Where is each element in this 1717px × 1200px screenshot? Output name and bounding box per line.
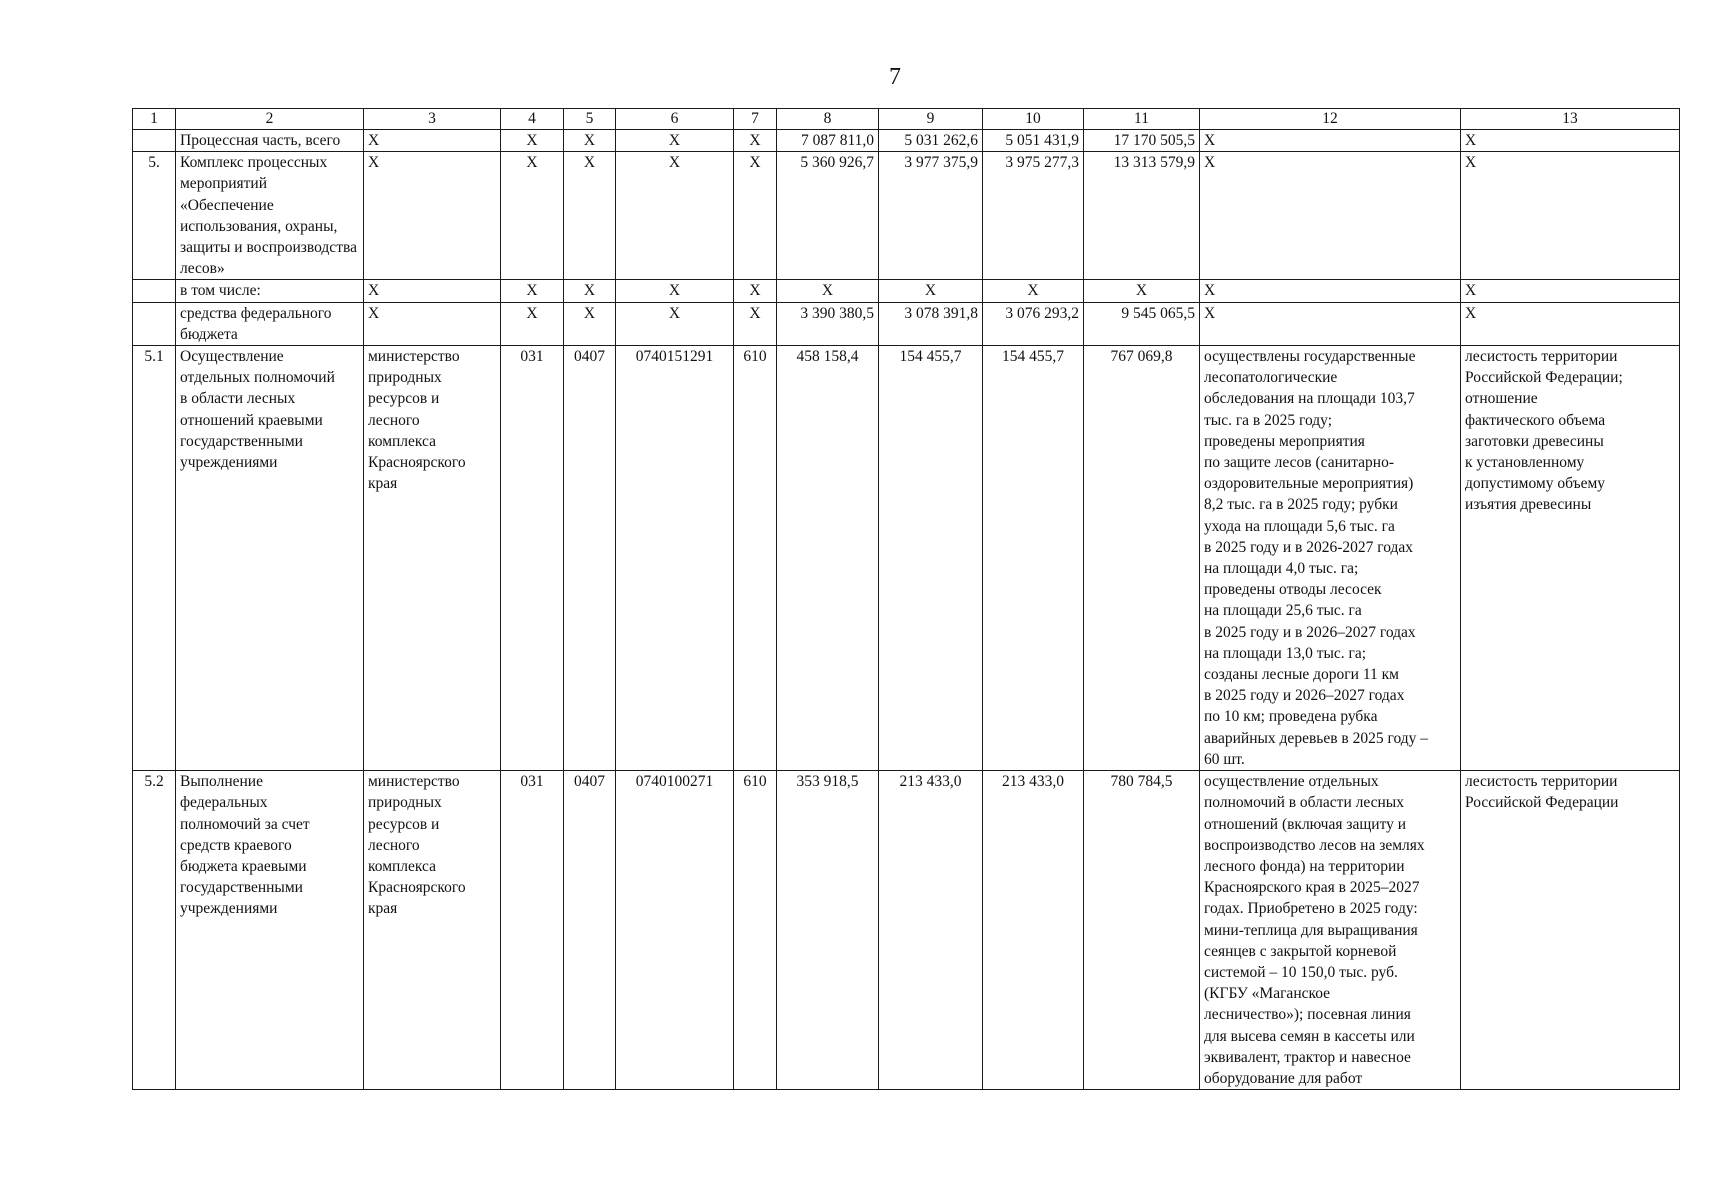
amount-total: 17 170 505,5 [1084,130,1200,152]
vr-code: X [734,130,777,152]
header-cell: 8 [777,109,879,130]
indicator: лесистость территории Российской Федерации; отношение фактического объема заготовки древесины к установленному допустимому объему изъятия древесины [1461,346,1680,771]
table-row [133,280,1680,302]
rzpr-code: X [564,130,616,152]
row-number [133,280,176,302]
csr-code: X [616,280,734,302]
amount-2026: 3 977 375,9 [879,152,983,280]
row-number: 5.2 [133,771,176,1090]
grbs-code: 031 [501,346,564,771]
indicator: X [1461,280,1680,302]
header-row [133,109,1680,130]
header-cell: 3 [364,109,501,130]
amount-2027: 5 051 431,9 [983,130,1084,152]
rzpr-code: X [564,280,616,302]
executor: X [364,130,501,152]
row-name: Осуществление отдельных полномочий в области лесных отношений краевыми государственными учреждениями [176,346,364,771]
rzpr-code: X [564,152,616,280]
row-name: Выполнение федеральных полномочий за счет средств краевого бюджета краевыми государственными учреждениями [176,771,364,1090]
header-cell: 12 [1200,109,1461,130]
csr-code: X [616,302,734,345]
row-number [133,302,176,345]
expected-result: осуществление отдельных полномочий в области лесных отношений (включая защиту и воспроизводство лесов на землях лесного фонда) на территории Красноярского края в 2025–2027 годах. Приобретено в 2025 году: мини-теплица для выращивания сеянцев с закрытой корневой системой – 10 150,0 тыс. руб. (КГБУ «Маганское лесничество»); посевная линия для высева семян в кассеты или эквивалент, трактор и навесное оборудование для работ [1200,771,1461,1090]
header-cell: 6 [616,109,734,130]
table-row [133,346,1680,771]
indicator: X [1461,130,1680,152]
amount-total: 767 069,8 [1084,346,1200,771]
vr-code: X [734,302,777,345]
executor: X [364,152,501,280]
amount-2025: X [777,280,879,302]
amount-2025: 7 087 811,0 [777,130,879,152]
expected-result: осуществлены государственные лесопатологические обследования на площади 103,7 тыс. га в 2025 году; проведены мероприятия по защите лесов (санитарно- оздоровительные мероприятия) 8,2 тыс. га в 2025 году; рубки ухода на площади 5,6 тыс. га в 2025 году и в 2026-2027 годах на площади 4,0 тыс. га; проведены отводы лесосек на площади 25,6 тыс. га в 2025 году и в 2026–2027 годах на площади 13,0 тыс. га; созданы лесные дороги 11 км в 2025 году и 2026–2027 годах по 10 км; проведена рубка аварийных деревьев в 2025 году – 60 шт. [1200,346,1461,771]
indicator: лесистость территории Российской Федерации [1461,771,1680,1090]
row-name: Процессная часть, всего [176,130,364,152]
vr-code: X [734,152,777,280]
table-row [133,771,1680,1090]
table-row [133,302,1680,345]
row-number: 5. [133,152,176,280]
amount-total: X [1084,280,1200,302]
header-cell: 13 [1461,109,1680,130]
amount-2025: 5 360 926,7 [777,152,879,280]
csr-code: 0740100271 [616,771,734,1090]
executor: X [364,302,501,345]
amount-2027: 3 076 293,2 [983,302,1084,345]
amount-2026: X [879,280,983,302]
amount-total: 780 784,5 [1084,771,1200,1090]
table-row [133,152,1680,280]
row-number: 5.1 [133,346,176,771]
table-row [133,130,1680,152]
csr-code: X [616,130,734,152]
header-cell: 1 [133,109,176,130]
row-name: средства федерального бюджета [176,302,364,345]
executor: X [364,280,501,302]
amount-total: 13 313 579,9 [1084,152,1200,280]
header-cell: 2 [176,109,364,130]
vr-code: 610 [734,346,777,771]
program-table [132,108,1680,1090]
amount-total: 9 545 065,5 [1084,302,1200,345]
page-number: 7 [889,64,901,90]
grbs-code: 031 [501,771,564,1090]
grbs-code: X [501,280,564,302]
row-number [133,130,176,152]
amount-2027: 3 975 277,3 [983,152,1084,280]
amount-2027: 213 433,0 [983,771,1084,1090]
header-cell: 11 [1084,109,1200,130]
executor: министерство природных ресурсов и лесного комплекса Красноярского края [364,771,501,1090]
amount-2026: 154 455,7 [879,346,983,771]
grbs-code: X [501,130,564,152]
header-cell: 10 [983,109,1084,130]
amount-2025: 3 390 380,5 [777,302,879,345]
executor: министерство природных ресурсов и лесного комплекса Красноярского края [364,346,501,771]
grbs-code: X [501,152,564,280]
row-name: Комплекс процессных мероприятий «Обеспечение использования, охраны, защиты и воспроизводства лесов» [176,152,364,280]
header-cell: 5 [564,109,616,130]
header-cell: 4 [501,109,564,130]
header-cell: 7 [734,109,777,130]
rzpr-code: X [564,302,616,345]
indicator: X [1461,152,1680,280]
amount-2025: 458 158,4 [777,346,879,771]
row-name: в том числе: [176,280,364,302]
amount-2026: 5 031 262,6 [879,130,983,152]
amount-2026: 213 433,0 [879,771,983,1090]
rzpr-code: 0407 [564,771,616,1090]
vr-code: 610 [734,771,777,1090]
amount-2027: 154 455,7 [983,346,1084,771]
amount-2026: 3 078 391,8 [879,302,983,345]
csr-code: 0740151291 [616,346,734,771]
rzpr-code: 0407 [564,346,616,771]
expected-result: X [1200,302,1461,345]
vr-code: X [734,280,777,302]
expected-result: X [1200,130,1461,152]
csr-code: X [616,152,734,280]
amount-2027: X [983,280,1084,302]
amount-2025: 353 918,5 [777,771,879,1090]
header-cell: 9 [879,109,983,130]
expected-result: X [1200,152,1461,280]
expected-result: X [1200,280,1461,302]
grbs-code: X [501,302,564,345]
indicator: X [1461,302,1680,345]
